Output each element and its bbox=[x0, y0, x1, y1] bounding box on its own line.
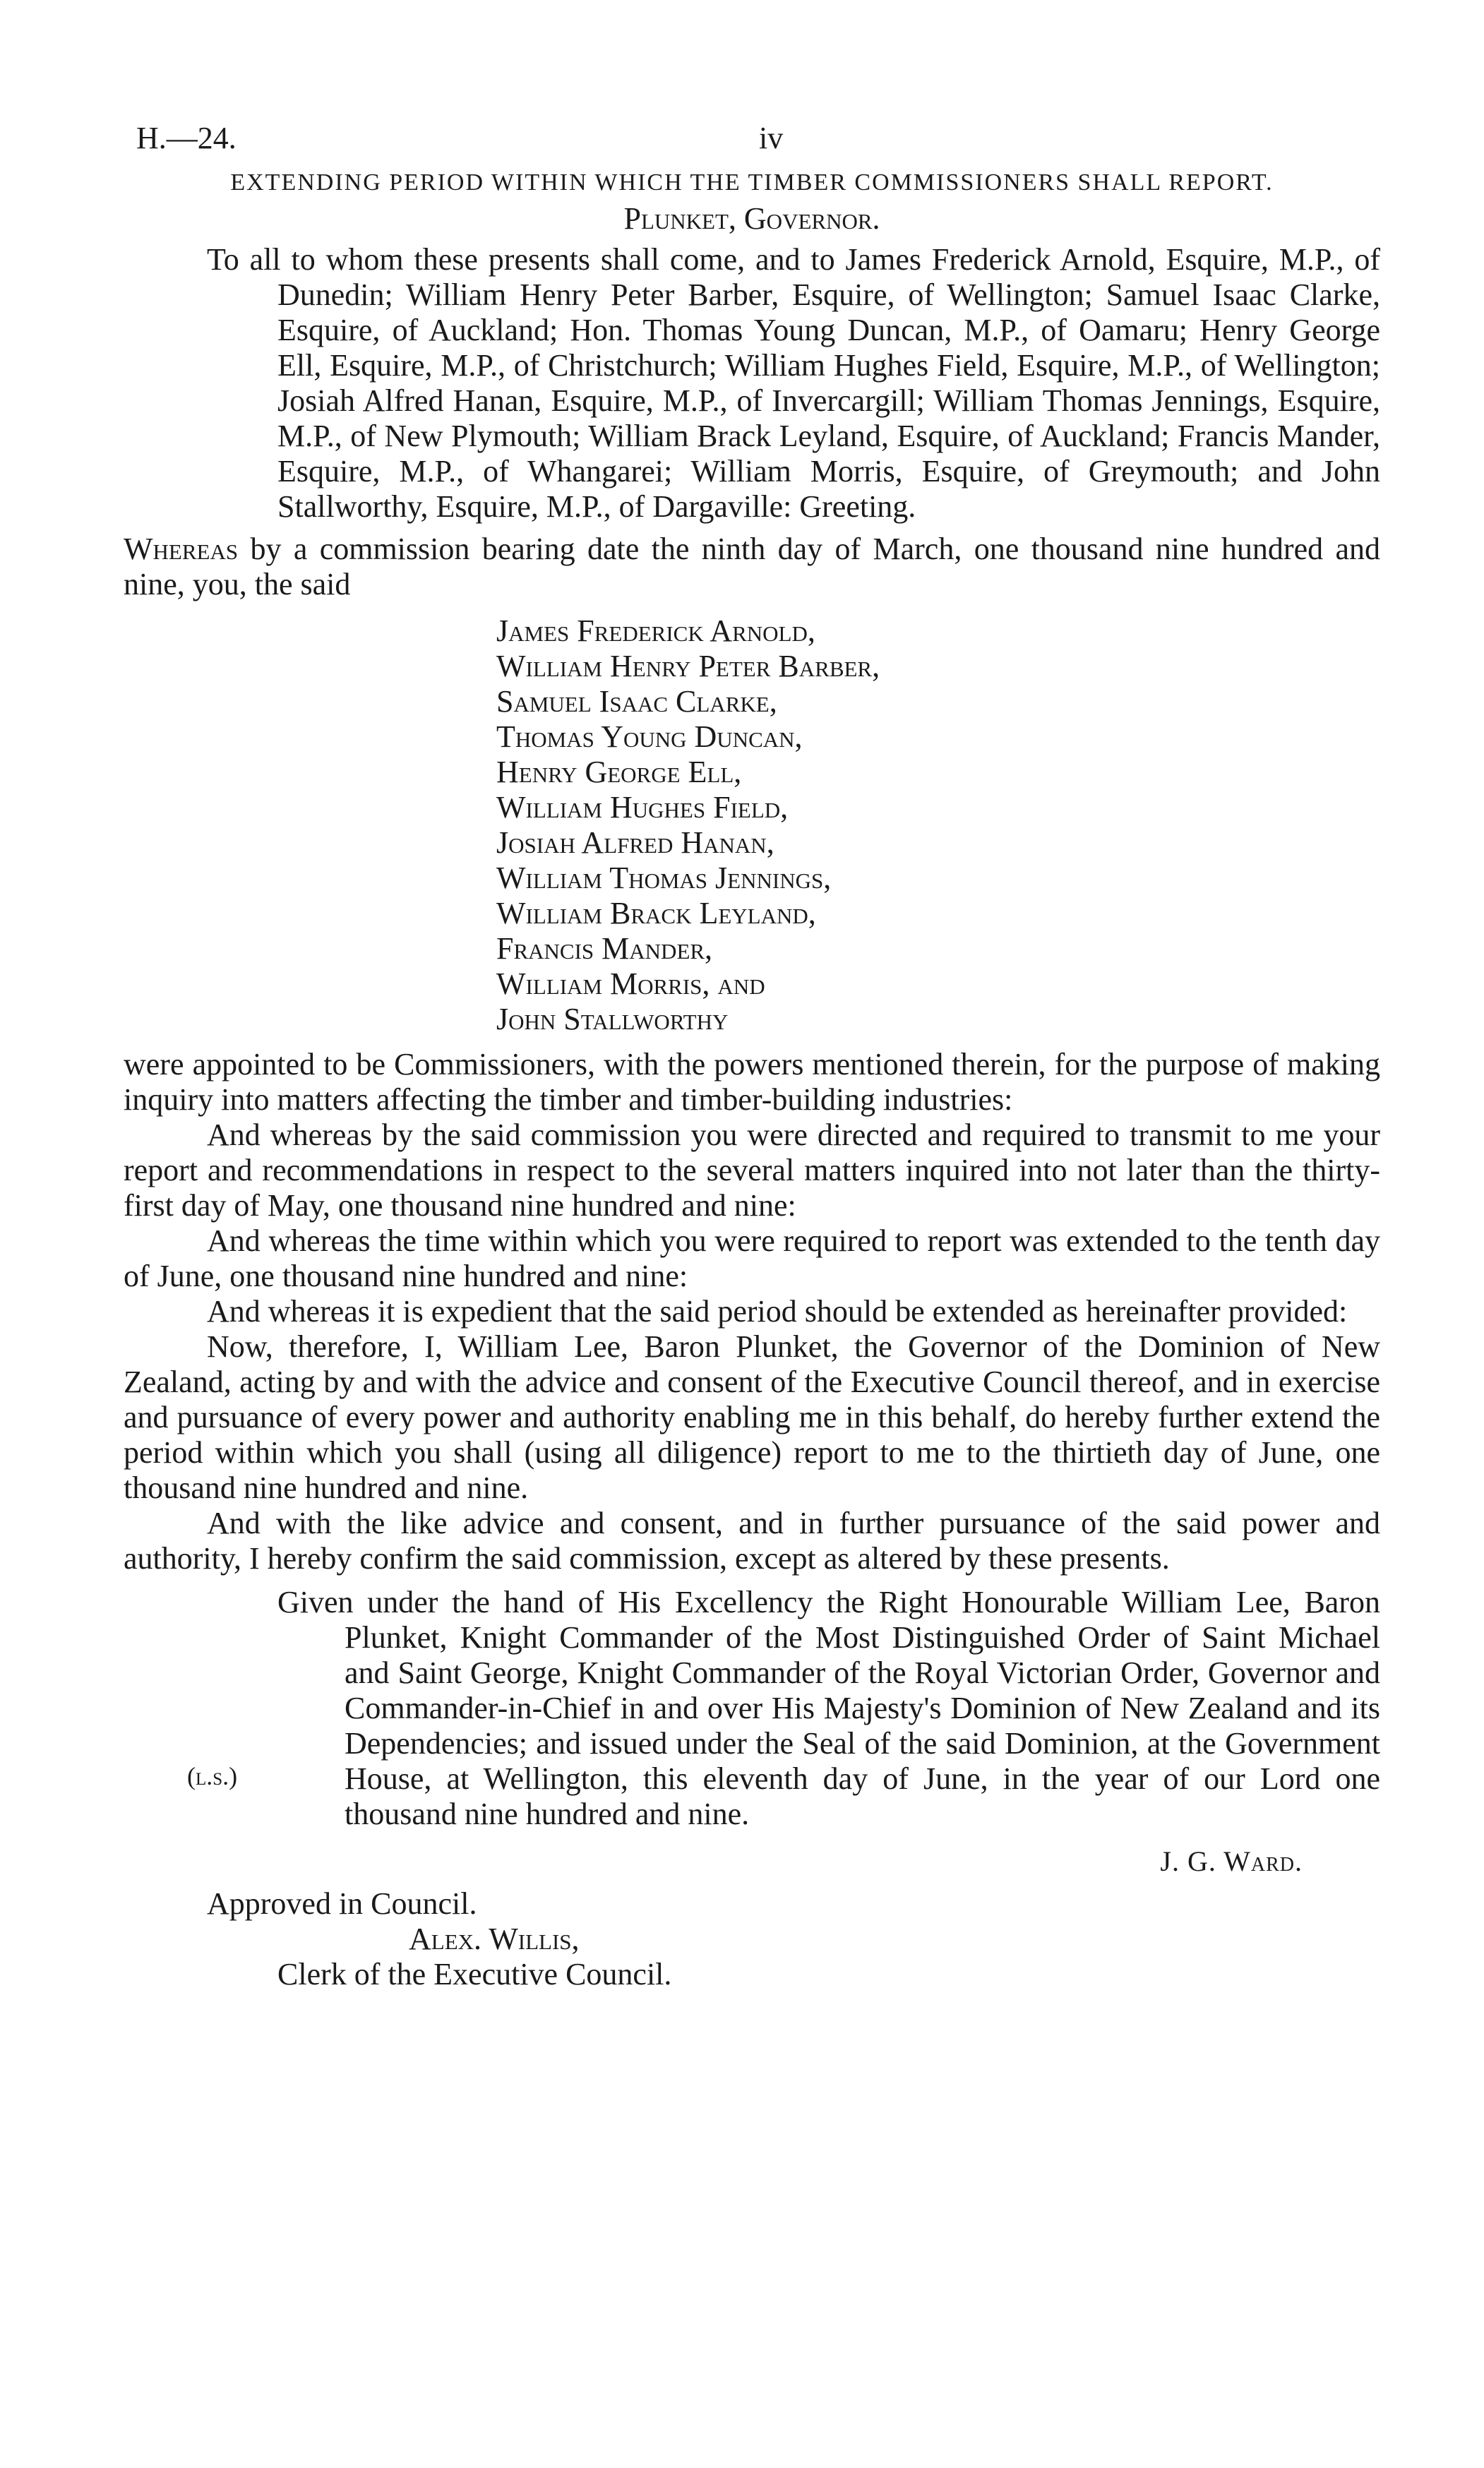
commissioner-name: James Frederick Arnold, bbox=[496, 613, 815, 648]
clerk-title: Clerk of the Executive Council. bbox=[277, 1957, 672, 1991]
document-title: EXTENDING PERIOD WITHIN WHICH THE TIMBER COMMISSIONERS SHALL REPORT. bbox=[230, 169, 1274, 196]
commissioner-name: John Stallworthy bbox=[496, 1002, 729, 1036]
whereas-text: by a commission bearing date the ninth day of March, one thousand nine hundred and nine, you, the said bbox=[124, 532, 1380, 601]
confirm-paragraph: And with the like advice and consent, and in further pursuance of the said power and authority, I hereby confirm the said commission, except as altered by these presents. bbox=[124, 1506, 1380, 1576]
appointed-paragraph: were appointed to be Commissioners, with the powers mentioned therein, for the purpose of making inquiry into matters affecting the timber and timber-building industries: bbox=[124, 1047, 1380, 1117]
whereas-lead: Whereas bbox=[124, 532, 239, 566]
commissioner-list bbox=[496, 613, 1380, 1037]
commissioner-name: William Henry Peter Barber, bbox=[496, 649, 880, 683]
signature: J. G. Ward. bbox=[1160, 1845, 1303, 1877]
expedient-paragraph: And whereas it is expedient that the said period should be extended as hereinafter provided: bbox=[207, 1294, 1348, 1329]
extended-paragraph: And whereas the time within which you were required to report was extended to the tenth day of June, one thousand nine hundred and nine: bbox=[124, 1223, 1380, 1293]
commissioner-name: Thomas Young Duncan, bbox=[496, 719, 803, 754]
commissioner-name: Samuel Isaac Clarke, bbox=[496, 684, 777, 719]
clerk-name: Alex. Willis, bbox=[409, 1922, 580, 1956]
seal-mark: (l.s.) bbox=[187, 1762, 238, 1790]
commissioner-name: William Hughes Field, bbox=[496, 790, 789, 825]
page-number: iv bbox=[759, 121, 784, 155]
commissioner-name: Henry George Ell, bbox=[496, 755, 742, 789]
governor-line: Plunket, Governor. bbox=[623, 201, 880, 236]
approved-line: Approved in Council. bbox=[207, 1886, 477, 1921]
document-page bbox=[124, 106, 1380, 1992]
given-block bbox=[124, 1585, 1380, 1832]
given-paragraph: Given under the hand of His Excellency the Right Honourable William Lee, Baron Plunket, Knight Commander of the Most Distinguished Order of Saint Michael and Saint George, Knight Commander of the Royal Victorian Order, Governor and Commander-in-Chief in and over His Majesty's Dominion of New Zealand and its Dependencies; and issued under the Seal of the said Dominion, at the Government House, at Wellington, this eleventh day of June, in the year of our Lord one thousand nine hundred and nine. bbox=[277, 1585, 1380, 1831]
document-code: H.—24. bbox=[136, 121, 237, 155]
directed-paragraph: And whereas by the said commission you were directed and required to transmit to me your report and recommendations in respect to the several matters inquired into not later than the thirty-first day of May, one thousand nine hundred and nine: bbox=[124, 1118, 1380, 1223]
page-header bbox=[124, 106, 1380, 169]
commissioner-name: William Brack Leyland, bbox=[496, 896, 816, 930]
commissioner-name: William Thomas Jennings, bbox=[496, 861, 832, 895]
address-paragraph: To all to whom these presents shall come, and to James Frederick Arnold, Esquire, M.P., of Dunedin; William Henry Peter Barber, Esquire, of Wellington; Samuel Isaac Clarke, Esquire, of Auckland; Hon. Thomas Young Duncan, M.P., of Oamaru; Henry George Ell, Esquire, M.P., of Christchurch; William Hughes Field, Esquire, M.P., of Wellington; Josiah Alfred Hanan, Esquire, M.P., of Invercargill; William Thomas Jennings, Esquire, M.P., of New Plymouth; William Brack Leyland, Esquire, of Auckland; Francis Mander, Esquire, M.P., of Whangarei; William Morris, Esquire, of Greymouth; and John Stallworthy, Esquire, M.P., of Dargaville: Greeting. bbox=[207, 242, 1380, 524]
commissioner-name: William Morris, and bbox=[496, 966, 765, 1001]
commissioner-name: Francis Mander, bbox=[496, 931, 713, 966]
whereas-paragraph bbox=[124, 532, 1380, 602]
therefore-paragraph: Now, therefore, I, William Lee, Baron Plunket, the Governor of the Dominion of New Zealand, acting by and with the advice and consent of the Executive Council thereof, and in exercise and pursuance of every power and authority enabling me in this behalf, do hereby further extend the period within which you shall (using all diligence) report to me to the thirtieth day of June, one thousand nine hundred and nine. bbox=[124, 1329, 1380, 1505]
commissioner-name: Josiah Alfred Hanan, bbox=[496, 825, 774, 860]
